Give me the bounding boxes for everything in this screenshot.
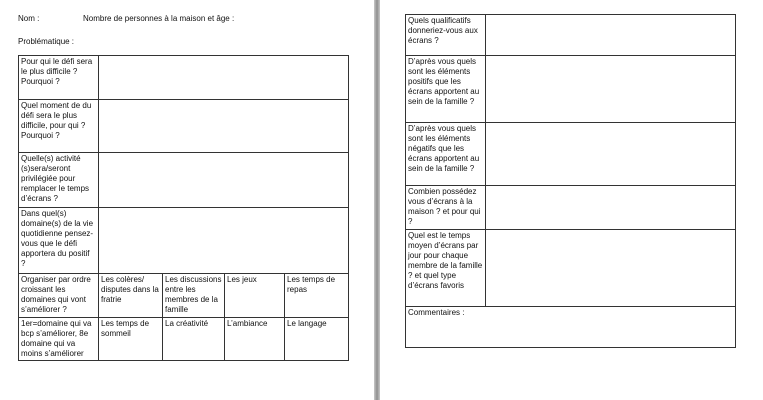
table-row (406, 123, 736, 186)
answer-cell[interactable] (486, 186, 736, 230)
answer-cell[interactable] (486, 56, 736, 123)
household-label: Nombre de personnes à la maison et âge : (83, 14, 235, 23)
question-cell: Quel moment de du défi sera le plus difficile, pour qui ? Pourquoi ? (19, 100, 99, 153)
ranking-instruction-cell: 1er=domaine qui va bcp s’améliorer, 8e domaine qui va moins s’améliorer (19, 318, 99, 361)
question-cell: D’après vous quels sont les éléments négatifs que les écrans apportent au sein de la famille ? (406, 123, 486, 186)
comments-label: Commentaires : (408, 308, 465, 317)
table-row (19, 318, 349, 361)
domain-cell[interactable]: Le langage (285, 318, 349, 361)
answer-cell[interactable] (99, 208, 349, 274)
table-row (19, 153, 349, 208)
table-row (406, 230, 736, 307)
table-row (406, 186, 736, 230)
right-questionnaire-table (405, 14, 736, 348)
answer-cell[interactable] (486, 15, 736, 56)
answer-cell[interactable] (486, 123, 736, 186)
answer-cell[interactable] (486, 230, 736, 307)
table-row (19, 274, 349, 318)
question-cell: D’après vous quels sont les éléments positifs que les écrans apportent au sein de la famille ? (406, 56, 486, 123)
question-cell: Pour qui le défi sera le plus difficile ? Pourquoi ? (19, 56, 99, 100)
problematique-label: Problématique : (18, 37, 75, 46)
domain-cell[interactable]: L’ambiance (225, 318, 285, 361)
table-row (19, 208, 349, 274)
table-row (19, 56, 349, 100)
domain-cell[interactable]: Les temps de sommeil (99, 318, 163, 361)
left-questionnaire-table (18, 55, 349, 361)
table-row (406, 307, 736, 348)
answer-cell[interactable] (99, 153, 349, 208)
domain-cell[interactable]: La créativité (163, 318, 225, 361)
nom-label: Nom : (18, 14, 40, 23)
domain-cell[interactable]: Les temps de repas (285, 274, 349, 318)
question-cell: Quels qualificatifs donneriez-vous aux écrans ? (406, 15, 486, 56)
domain-cell[interactable]: Les colères/ disputes dans la fratrie (99, 274, 163, 318)
comments-cell[interactable] (406, 307, 736, 348)
table-row (406, 56, 736, 123)
question-cell: Dans quel(s) domaine(s) de la vie quotidienne pensez-vous que le défi apportera du positif ? (19, 208, 99, 274)
question-cell: Combien possédez vous d’écrans à la maison ? et pour qui ? (406, 186, 486, 230)
domain-cell[interactable]: Les jeux (225, 274, 285, 318)
domain-cell[interactable]: Les discussions entre les membres de la famille (163, 274, 225, 318)
question-cell: Quelle(s) activité (s)sera/seront privilégiée pour remplacer le temps d’écrans ? (19, 153, 99, 208)
question-cell: Quel est le temps moyen d’écrans par jour pour chaque membre de la famille ? et quel type d’écrans favoris (406, 230, 486, 307)
answer-cell[interactable] (99, 100, 349, 153)
table-row (19, 100, 349, 153)
table-row (406, 15, 736, 56)
ranking-question-cell: Organiser par ordre croissant les domaines qui vont s’améliorer ? (19, 274, 99, 318)
answer-cell[interactable] (99, 56, 349, 100)
